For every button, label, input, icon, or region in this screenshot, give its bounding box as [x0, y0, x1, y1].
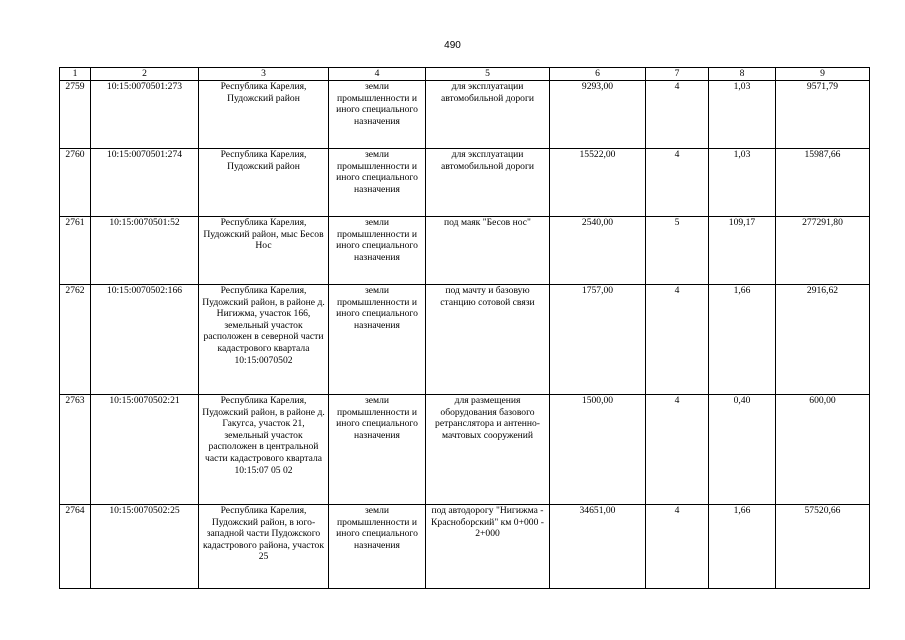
permitted-use: для размещения оборудования базового ретранслятора и антенно-мачтовых сооружений — [426, 395, 550, 505]
row-number: 2762 — [60, 285, 91, 395]
coefficient: 1,03 — [709, 81, 776, 149]
row-number: 2760 — [60, 149, 91, 217]
column-header: 8 — [709, 68, 776, 81]
permitted-use: для эксплуатации автомобильной дороги — [426, 149, 550, 217]
coefficient: 1,66 — [709, 285, 776, 395]
column-header: 1 — [60, 68, 91, 81]
cadastral-number: 10:15:0070502:166 — [91, 285, 199, 395]
area: 9293,00 — [550, 81, 646, 149]
coefficient: 1,03 — [709, 149, 776, 217]
coefficient: 0,40 — [709, 395, 776, 505]
group: 4 — [646, 81, 709, 149]
column-header: 5 — [426, 68, 550, 81]
column-header: 2 — [91, 68, 199, 81]
location: Республика Карелия, Пудожский район — [199, 81, 329, 149]
cadastral-number: 10:15:0070502:21 — [91, 395, 199, 505]
group: 5 — [646, 217, 709, 285]
value: 277291,80 — [776, 217, 870, 285]
row-number: 2759 — [60, 81, 91, 149]
cadastral-number: 10:15:0070501:273 — [91, 81, 199, 149]
cadastral-number: 10:15:0070502:25 — [91, 505, 199, 589]
area: 1500,00 — [550, 395, 646, 505]
row-number: 2761 — [60, 217, 91, 285]
area: 15522,00 — [550, 149, 646, 217]
area: 2540,00 — [550, 217, 646, 285]
table-row — [60, 217, 870, 285]
land-category: земли промышленности и иного специального назначения — [329, 285, 426, 395]
column-header: 6 — [550, 68, 646, 81]
row-number: 2763 — [60, 395, 91, 505]
land-category: земли промышленности и иного специального назначения — [329, 217, 426, 285]
coefficient: 1,66 — [709, 505, 776, 589]
cadastral-number: 10:15:0070501:274 — [91, 149, 199, 217]
cadastral-number: 10:15:0070501:52 — [91, 217, 199, 285]
page-number: 490 — [444, 40, 461, 51]
location: Республика Карелия, Пудожский район, мыс Бесов Нос — [199, 217, 329, 285]
coefficient: 109,17 — [709, 217, 776, 285]
group: 4 — [646, 149, 709, 217]
location: Республика Карелия, Пудожский район, в районе д. Нигижма, участок 166, земельный участок расположен в северной части кадастрового квартала 10:15:0070502 — [199, 285, 329, 395]
land-category: земли промышленности и иного специального назначения — [329, 505, 426, 589]
location: Республика Карелия, Пудожский район — [199, 149, 329, 217]
column-header: 4 — [329, 68, 426, 81]
location: Республика Карелия, Пудожский район, в районе д. Гакугса, участок 21, земельный участок расположен в центральной части кадастрового квартала 10:15:07 05 02 — [199, 395, 329, 505]
group: 4 — [646, 505, 709, 589]
column-header: 3 — [199, 68, 329, 81]
permitted-use: под мачту и базовую станцию сотовой связи — [426, 285, 550, 395]
group: 4 — [646, 395, 709, 505]
area: 34651,00 — [550, 505, 646, 589]
value: 2916,62 — [776, 285, 870, 395]
land-category: земли промышленности и иного специального назначения — [329, 395, 426, 505]
column-header: 9 — [776, 68, 870, 81]
permitted-use: для эксплуатации автомобильной дороги — [426, 81, 550, 149]
table-row — [60, 285, 870, 395]
value: 600,00 — [776, 395, 870, 505]
table-row — [60, 395, 870, 505]
area: 1757,00 — [550, 285, 646, 395]
permitted-use: под маяк "Бесов нос" — [426, 217, 550, 285]
table-row — [60, 149, 870, 217]
table-row — [60, 505, 870, 589]
location: Республика Карелия, Пудожский район, в юго-западной части Пудожского кадастрового района, участок 25 — [199, 505, 329, 589]
permitted-use: под автодорогу "Нигижма - Красноборский" км 0+000 - 2+000 — [426, 505, 550, 589]
table-row — [60, 81, 870, 149]
land-category: земли промышленности и иного специального назначения — [329, 149, 426, 217]
group: 4 — [646, 285, 709, 395]
row-number: 2764 — [60, 505, 91, 589]
table-header-row — [60, 68, 870, 81]
value: 57520,66 — [776, 505, 870, 589]
land-category: земли промышленности и иного специального назначения — [329, 81, 426, 149]
value: 9571,79 — [776, 81, 870, 149]
value: 15987,66 — [776, 149, 870, 217]
column-header: 7 — [646, 68, 709, 81]
land-registry-table — [59, 67, 870, 589]
